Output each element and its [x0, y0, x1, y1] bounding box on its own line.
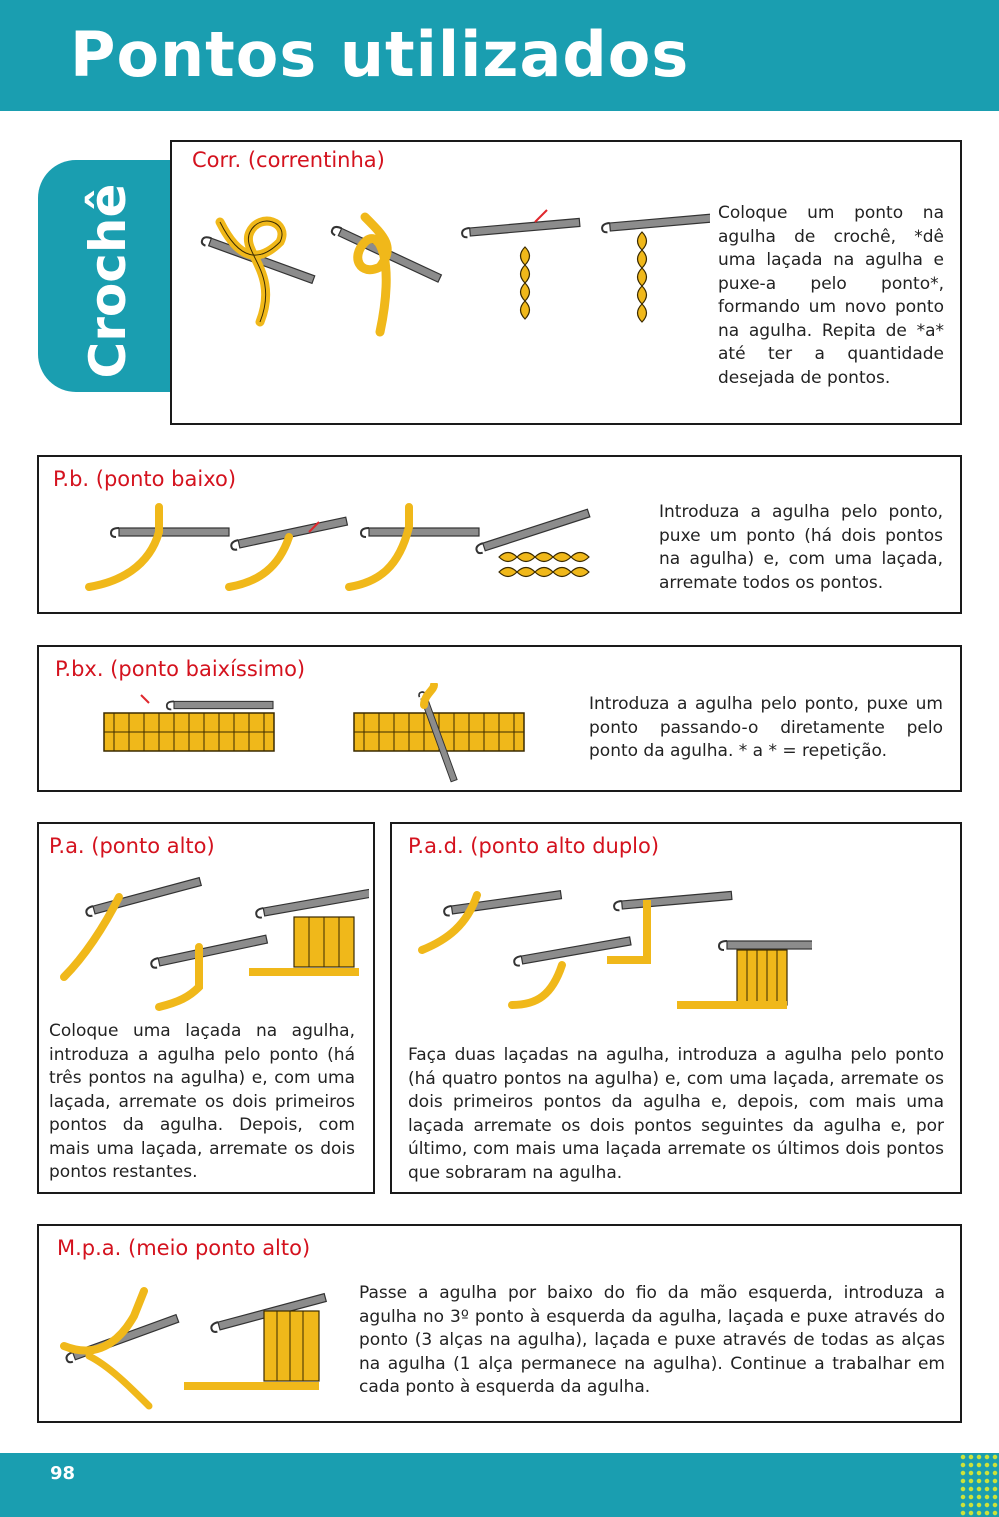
- footer-dot-pattern: [959, 1453, 999, 1517]
- stitch-box-corr: [170, 140, 962, 425]
- illustration-mpa: [59, 1286, 359, 1416]
- stitch-description-pbx: Introduza a agulha pelo ponto, puxe um ponto passando-o diretamente pelo ponto da agulha. * a * = repetição.: [589, 694, 943, 761]
- stitch-title-corr: Corr. (correntinha): [192, 148, 385, 172]
- stitch-box-mpa: [37, 1224, 962, 1423]
- page-number: 98: [50, 1463, 76, 1484]
- stitch-title-pb: P.b. (ponto baixo): [53, 467, 237, 491]
- stitch-description-pb: Introduza a agulha pelo ponto, puxe um ponto (há dois pontos na agulha) e, com uma laçada, arremate todos os pontos.: [659, 502, 943, 593]
- page-header: [0, 0, 999, 111]
- illustration-corr: [190, 202, 710, 342]
- section-tab-croche: [38, 160, 178, 392]
- stitch-box-pad: [390, 822, 962, 1194]
- page-title: Pontos utilizados: [70, 18, 690, 91]
- stitch-title-mpa: M.p.a. (meio ponto alto): [57, 1236, 311, 1260]
- stitch-description-corr: Coloque um ponto na agulha de crochê, *dê uma laçada na agulha e puxe-a pelo ponto*, formando um novo ponto na agulha. Repita de *a* até ter a quantidade desejada de pontos.: [718, 203, 944, 388]
- stitch-description-mpa: Passe a agulha por baixo do fio da mão esquerda, introduza a agulha no 3º ponto à esquerda da agulha, laçada e puxe através do ponto (3 alças na agulha), laçada e puxe através de todas as alças na agulha (1 alça permanece na agulha). Continue a trabalhar em cada ponto à esquerda da agulha.: [359, 1283, 945, 1397]
- stitch-title-pa: P.a. (ponto alto): [49, 834, 215, 858]
- stitch-title-pbx: P.bx. (ponto baixíssimo): [55, 657, 306, 681]
- stitch-box-pbx: [37, 645, 962, 792]
- illustration-pa: [49, 872, 369, 1022]
- illustration-pb: [79, 502, 599, 602]
- illustration-pad: [412, 880, 812, 1020]
- illustration-pbx: [99, 683, 529, 783]
- stitch-title-pad: P.a.d. (ponto alto duplo): [408, 834, 660, 858]
- stitch-box-pa: [37, 822, 375, 1194]
- section-tab-label: Crochê: [79, 183, 137, 379]
- stitch-description-pad: Faça duas laçadas na agulha, introduza a agulha pelo ponto (há quatro pontos na agulha) e, com uma laçada, arremate os dois primeiros pontos da agulha e, depois, com mais uma laçada arremate os dois pontos seguintes da agulha e, por último, com mais uma laçada arremate os últimos dois pontos que sobraram na agulha.: [408, 1045, 944, 1183]
- page-footer: [0, 1453, 999, 1517]
- stitch-box-pb: [37, 455, 962, 614]
- stitch-description-pa: Coloque uma laçada na agulha, introduza a agulha pelo ponto (há três pontos na agulha) e, com uma laçada, arremate os dois primeiros pontos da agulha. Depois, com mais uma laçada, arremate os dois pontos restantes.: [49, 1021, 355, 1182]
